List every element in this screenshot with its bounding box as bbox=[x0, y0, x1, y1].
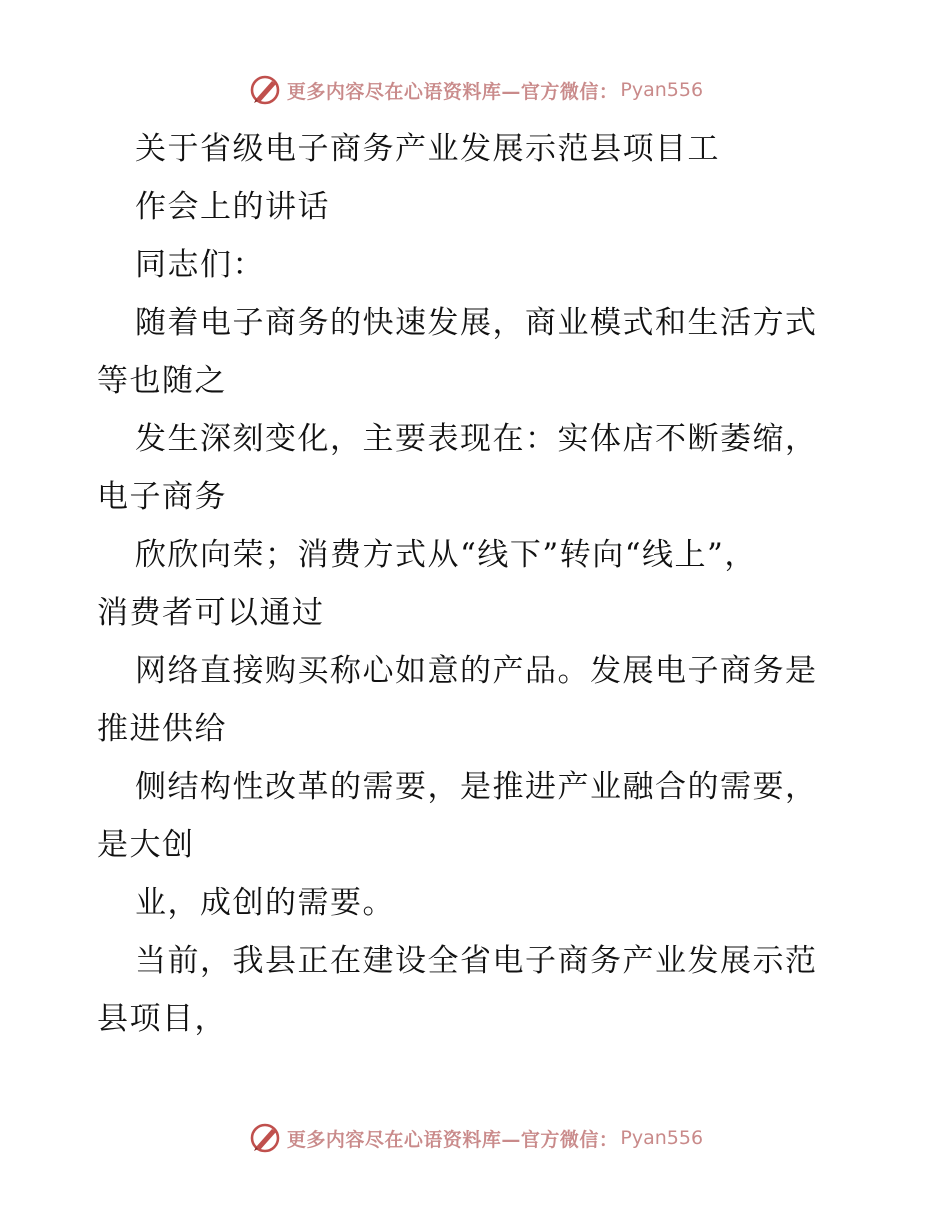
text-line: 业，成创的需要。 bbox=[135, 885, 395, 921]
text-line: 电子商务 bbox=[97, 479, 227, 515]
text-line: 网络直接购买称心如意的产品。发展电子商务是 bbox=[135, 653, 818, 689]
text-line: 关于省级电子商务产业发展示范县项目工 bbox=[135, 131, 720, 167]
document-body bbox=[97, 120, 857, 1048]
text-line: 当前，我县正在建设全省电子商务产业发展示范 bbox=[135, 943, 818, 979]
text-line: 消费者可以通过 bbox=[97, 595, 325, 631]
text-line: 是大创 bbox=[97, 827, 195, 863]
banner-wechat-id: Pyan556 bbox=[620, 79, 704, 101]
banner-text: 更多内容尽在心语资料库—官方微信： bbox=[286, 80, 619, 103]
text-line: 侧结构性改革的需要，是推进产业融合的需要， bbox=[135, 769, 818, 805]
text-line: 等也随之 bbox=[97, 363, 227, 399]
text-line: 随着电子商务的快速发展，商业模式和生活方式 bbox=[135, 305, 818, 341]
banner-wechat-id: Pyan556 bbox=[620, 1127, 704, 1149]
pen-in-circle-icon bbox=[247, 1120, 283, 1156]
text-line: 欣欣向荣；消费方式从“线下”转向“线上”， bbox=[135, 537, 757, 573]
footer-watermark-banner bbox=[0, 1118, 950, 1158]
text-line: 发生深刻变化，主要表现在：实体店不断萎缩， bbox=[135, 421, 818, 457]
text-line: 作会上的讲话 bbox=[135, 189, 330, 225]
text-line: 推进供给 bbox=[97, 711, 227, 747]
text-line: 同志们： bbox=[135, 247, 265, 283]
pen-in-circle-icon bbox=[247, 72, 283, 108]
text-line: 县项目， bbox=[97, 1001, 227, 1037]
banner-text: 更多内容尽在心语资料库—官方微信： bbox=[286, 1128, 619, 1151]
header-watermark-banner bbox=[0, 70, 950, 110]
